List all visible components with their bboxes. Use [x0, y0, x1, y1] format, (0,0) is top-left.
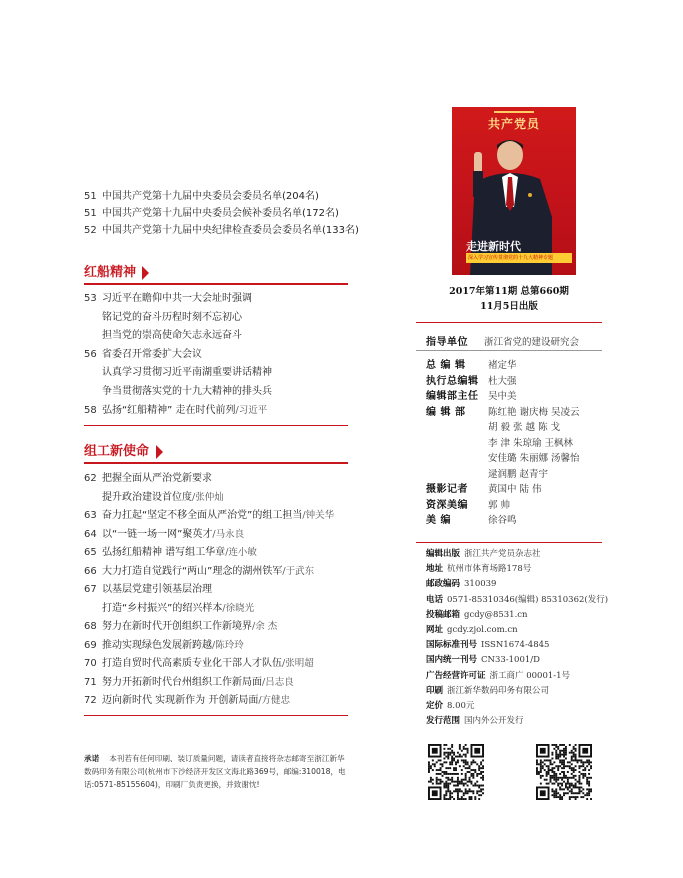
entry-author: /方健忠: [258, 695, 291, 706]
staff-names: 李 津 朱琼瑜 王枫林: [488, 437, 574, 449]
pub-label: 国内统一刊号: [426, 655, 478, 666]
staff-names: 胡 毅 张 越 陈 戈: [488, 422, 561, 433]
guide-value: 浙江省党的建设研究会: [484, 337, 580, 348]
entry-title: 以“一链一场一网”聚英才: [102, 528, 213, 540]
chevron-right-icon: [142, 266, 149, 280]
staff-names: 逯润鹏 赵青宇: [488, 468, 549, 480]
toc-entry: [84, 404, 267, 418]
entry-title: 弘扬“红船精神” 走在时代前列: [102, 404, 236, 416]
staff-role: 美 编: [426, 515, 451, 526]
pub-row: [426, 654, 540, 666]
staff-role: 执行总编辑: [426, 375, 479, 387]
toc-entry: [84, 491, 224, 505]
divider: [416, 322, 602, 323]
page-number: 52: [84, 225, 97, 236]
divider: [84, 425, 348, 426]
notice-label: 承诺: [84, 754, 100, 763]
pub-label: 投稿邮箱: [426, 609, 461, 620]
toc-entry: [84, 676, 294, 690]
qr-code-icon: [428, 744, 484, 800]
chevron-right-icon: [156, 445, 163, 459]
page-number: 62: [84, 473, 97, 484]
staff-role: 编 辑 部: [426, 406, 466, 418]
section-header-zugong: [84, 443, 348, 467]
entry-author: /张仲灿: [192, 491, 224, 503]
section-title: 组工新使命: [84, 444, 150, 459]
entry-title: 中国共产党第十九届中央委员会委员名单(204名): [102, 191, 319, 202]
page-number: 70: [84, 658, 97, 669]
page-number: 56: [84, 348, 97, 360]
pub-label: 编辑出版: [426, 549, 461, 559]
pub-label: 网址: [426, 625, 444, 635]
toc-entry: [84, 366, 272, 380]
pub-label: 邮政编码: [426, 579, 461, 590]
pub-value: 杭州市体育场路178号: [447, 564, 532, 575]
page-number: 65: [84, 547, 97, 558]
magazine-cover: [452, 107, 576, 275]
issue-date: 11月5日出版: [480, 301, 538, 312]
entry-author: /徐晓光: [222, 602, 255, 614]
toc-entry: [84, 329, 242, 343]
section-rule: [84, 283, 348, 285]
divider: [416, 542, 602, 543]
staff-names: 杜大强: [488, 375, 517, 387]
entry-author: /吕志良: [262, 676, 294, 688]
section-header-hongchuan: [84, 264, 348, 288]
page-number: 53: [84, 293, 97, 304]
entry-title: 打造自贸时代高素质专业化干部人才队伍: [102, 658, 282, 669]
pub-value: 浙工商广 00001-1号: [489, 670, 571, 681]
entry-title: 把握全面从严治党新要求: [102, 473, 212, 484]
pub-value: gcdy.zjol.com.cn: [447, 625, 518, 635]
entry-title: 提升政治建设首位度: [102, 491, 192, 503]
toc-entry: [84, 509, 334, 523]
qr-code-icon: [536, 744, 592, 800]
toc-entry: [84, 348, 202, 362]
pub-label: 印刷: [426, 685, 444, 696]
page-number: 51: [84, 208, 97, 219]
pub-label: 地址: [426, 564, 444, 575]
pub-row: [426, 715, 524, 727]
notice-text: 本刊若有任何印刷、装订质量问题，请读者直接将杂志邮寄至浙江新华数码印务有限公司(杭州市下沙经济开发区文海北路369号，邮编:310018，电话:0571-85155604)，印刷厂负责更换，并致谢忱!: [84, 754, 346, 789]
entry-title: 迈向新时代 实现新作为 开创新局面: [102, 695, 259, 706]
entry-title: 省委召开常委扩大会议: [102, 348, 202, 360]
pub-value: 8.00元: [447, 701, 475, 711]
entry-author: /钟关华: [302, 510, 335, 521]
pub-label: 定价: [426, 701, 444, 711]
staff-names: 郭 帅: [488, 499, 511, 511]
pub-label: 电话: [426, 594, 444, 605]
staff-names: 褚定华: [488, 360, 517, 371]
staff-names: 安佳璐 朱丽娜 汤馨怡: [488, 453, 580, 464]
entry-title: 弘扬红船精神 谱写组工华章: [102, 547, 226, 558]
pub-row: [426, 639, 549, 651]
pub-value: 浙江新华数码印务有限公司: [447, 685, 550, 696]
pub-row: [426, 670, 570, 682]
page-number: 51: [84, 191, 97, 202]
pub-value: 0571-85310346(编辑) 85310362(发行): [447, 594, 609, 605]
pub-row: [426, 700, 474, 712]
staff-role: 资深美编: [426, 499, 468, 511]
entry-title: 中国共产党第十九届中央委员会候补委员名单(172名): [102, 208, 339, 219]
pub-label: 国际标准刊号: [426, 640, 478, 651]
divider: [84, 715, 348, 716]
pub-row: [426, 624, 518, 636]
entry-title: 努力在新时代开创组织工作新境界: [102, 621, 252, 632]
cover-masthead: 共产党员: [487, 117, 540, 131]
entry-title: 争当贯彻落实党的十九大精神的排头兵: [102, 386, 272, 397]
toc-entry: [84, 565, 314, 579]
entry-title: 打造“乡村振兴”的绍兴样本: [102, 602, 223, 614]
toc-entry: [84, 657, 314, 671]
page-number: 69: [84, 639, 97, 651]
staff-role: 摄影记者: [426, 484, 468, 495]
toc-entry: [84, 639, 244, 653]
toc-entry: [84, 207, 339, 221]
entry-title: 铭记党的奋斗历程时刻不忘初心: [102, 311, 242, 323]
pub-value: 310039: [464, 579, 497, 590]
entry-author: /余 杰: [252, 621, 278, 632]
cover-subcaption: 深入学习宣传贯彻党的十九大精神专题: [468, 255, 554, 261]
toc-entry: [84, 546, 257, 560]
staff-names: 吴中美: [488, 391, 517, 402]
toc-entry: [84, 694, 290, 708]
pub-value: 浙江共产党员杂志社: [464, 549, 541, 559]
pub-row: [426, 548, 541, 560]
entry-author: /习近平: [235, 404, 268, 416]
toc-entry: [84, 528, 244, 542]
page-number: 68: [84, 621, 97, 632]
toc-entry: [84, 190, 319, 204]
entry-title: 认真学习贯彻习近平南湖重要讲话精神: [102, 367, 272, 379]
entry-title: 以基层党建引领基层治理: [102, 584, 212, 595]
toc-entry: [84, 385, 272, 399]
pub-value: gcdy@8531.cn: [464, 609, 528, 620]
pub-row: [426, 578, 496, 590]
staff-names: 陈红艳 谢庆梅 吴凌云: [488, 406, 580, 418]
pub-label: 发行范围: [426, 716, 461, 727]
pub-value: CN33-1001/D: [481, 655, 540, 666]
issue-number: 2017年第11期 总第660期: [449, 286, 569, 297]
page-number: 66: [84, 565, 97, 577]
toc-entry: [84, 602, 254, 616]
cover-caption: 走进新时代: [466, 240, 521, 253]
printing-notice: [84, 752, 352, 791]
entry-author: /于武东: [282, 565, 315, 577]
page-number: 64: [84, 528, 97, 540]
toc-entry: [84, 292, 252, 306]
staff-role: 编辑部主任: [426, 391, 479, 402]
guide-label: 指导单位: [426, 337, 468, 348]
toc-entry: [84, 224, 359, 238]
staff-role: 总 编 辑: [426, 360, 466, 371]
toc-entry: [84, 472, 212, 486]
toc-entry: [84, 620, 277, 634]
toc-entry: [84, 583, 212, 597]
entry-title: 中国共产党第十九届中央纪律检查委员会委员名单(133名): [102, 225, 359, 236]
section-rule: [84, 462, 348, 464]
entry-title: 努力开拓新时代台州组织工作新局面: [102, 676, 262, 688]
staff-names: 徐谷鸣: [488, 515, 517, 526]
pub-row: [426, 609, 528, 621]
page-number: 71: [84, 676, 97, 688]
pub-row: [426, 594, 608, 606]
pub-row: [426, 563, 531, 575]
entry-title: 大力打造自觉践行“两山”理念的湖州铁军: [102, 565, 283, 577]
entry-author: /陈玲玲: [212, 639, 244, 651]
page-number: 58: [84, 404, 97, 416]
entry-title: 担当党的崇高使命矢志永远奋斗: [102, 330, 242, 342]
entry-title: 推动实现绿色发展新跨越: [102, 639, 212, 651]
divider: [416, 350, 602, 351]
pub-value: ISSN1674-4845: [481, 640, 550, 651]
page-number: 72: [84, 695, 97, 706]
entry-author: /马永良: [212, 528, 245, 540]
entry-title: 奋力扛起“坚定不移全面从严治党”的组工担当: [102, 510, 303, 521]
pub-value: 国内外公开发行: [464, 716, 524, 727]
page-number: 63: [84, 510, 97, 521]
entry-author: /连小敏: [225, 547, 257, 558]
entry-title: 习近平在瞻仰中共一大会址时强调: [102, 293, 252, 304]
staff-names: 黄国中 陆 伟: [488, 484, 542, 495]
page-number: 67: [84, 584, 97, 595]
section-title: 红船精神: [84, 265, 137, 280]
pub-row: [426, 685, 549, 697]
entry-author: /张明超: [282, 658, 314, 669]
toc-entry: [84, 311, 242, 325]
pub-label: 广告经营许可证: [426, 670, 486, 681]
